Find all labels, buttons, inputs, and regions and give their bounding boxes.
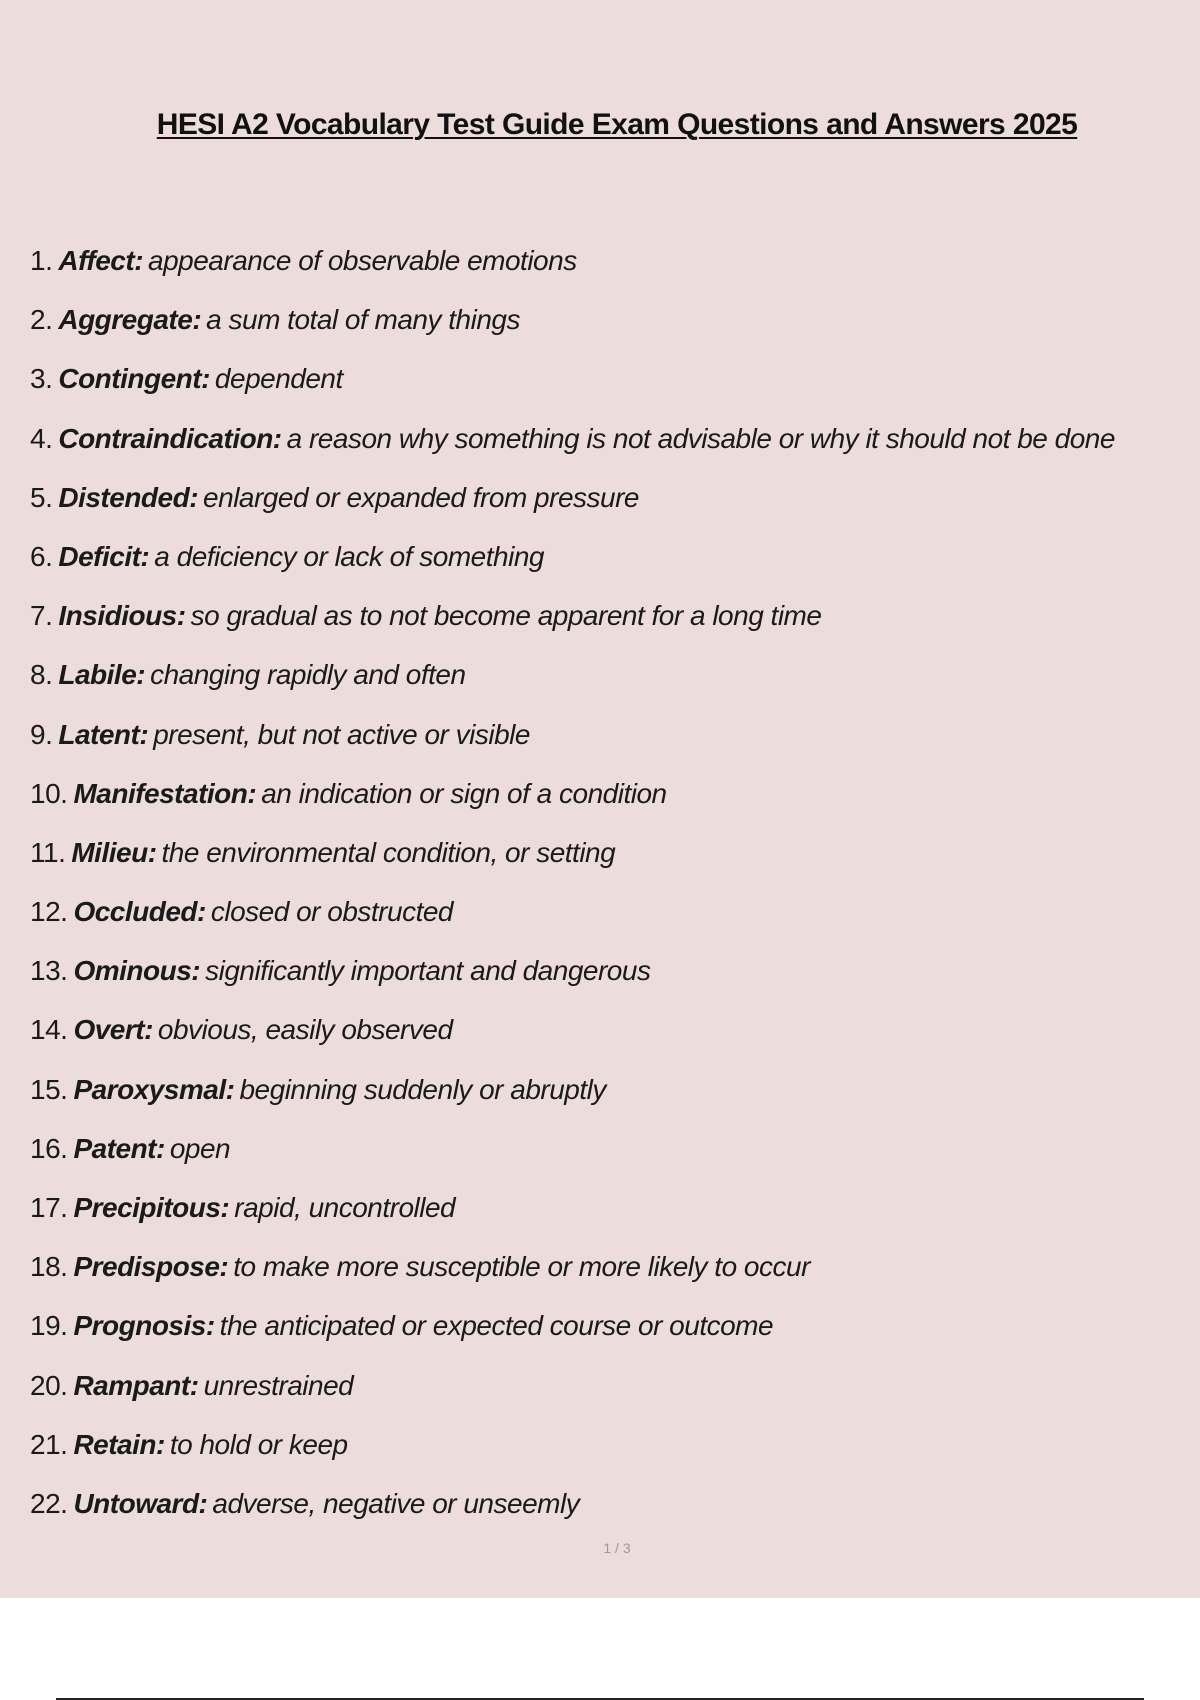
list-item — [30, 416, 1115, 475]
vocab-definition: adverse, negative or unseemly — [212, 1487, 580, 1519]
list-item — [30, 1481, 1115, 1540]
vocab-definition: rapid, uncontrolled — [234, 1192, 456, 1223]
item-number: 7. — [30, 600, 53, 632]
vocab-definition: the environmental condition, or setting — [161, 836, 616, 868]
vocab-term: Affect: — [58, 245, 144, 276]
list-item — [30, 1363, 1115, 1422]
item-number: 5. — [30, 481, 53, 513]
vocabulary-list — [30, 238, 1115, 1540]
vocab-definition: to make more susceptible or more likely to occur — [233, 1251, 810, 1283]
item-number: 13. — [30, 955, 68, 987]
item-number: 10. — [30, 777, 68, 809]
item-number: 21. — [30, 1428, 68, 1460]
vocab-term: Occluded: — [73, 896, 206, 928]
item-number: 3. — [30, 363, 53, 395]
list-item — [30, 830, 1115, 889]
vocab-term: Contraindication: — [58, 422, 282, 454]
item-number: 19. — [30, 1310, 68, 1342]
item-number: 16. — [30, 1132, 68, 1164]
list-item — [30, 534, 1115, 593]
list-item — [30, 1126, 1115, 1185]
item-number: 14. — [30, 1014, 68, 1046]
vocab-term: Latent: — [58, 718, 149, 750]
vocab-term: Rampant: — [73, 1369, 199, 1401]
list-item — [30, 948, 1115, 1007]
vocab-definition: an indication or sign of a condition — [261, 777, 667, 809]
vocab-definition: a deficiency or lack of something — [154, 540, 544, 572]
item-number: 15. — [30, 1073, 68, 1105]
vocab-term: Predispose: — [73, 1251, 229, 1283]
item-number: 8. — [30, 659, 53, 691]
vocab-term: Insidious: — [58, 600, 186, 632]
vocab-definition: the anticipated or expected course or outcome — [219, 1310, 774, 1342]
list-item — [30, 652, 1115, 711]
list-item — [30, 1067, 1115, 1126]
item-number: 20. — [30, 1369, 68, 1401]
item-number: 6. — [30, 540, 53, 572]
vocab-definition: a sum total of many things — [206, 304, 520, 336]
vocab-term: Paroxysmal: — [73, 1073, 235, 1105]
vocab-definition: appearance of observable emotions — [148, 245, 577, 276]
vocab-term: Prognosis: — [73, 1310, 215, 1342]
vocab-definition: significantly important and dangerous — [205, 955, 651, 987]
vocab-term: Aggregate: — [58, 304, 202, 336]
vocab-term: Patent: — [73, 1132, 165, 1164]
list-item — [30, 889, 1115, 948]
list-item — [30, 1185, 1115, 1244]
document-title: HESI A2 Vocabulary Test Guide Exam Questions and Answers 2025 — [156, 108, 1078, 141]
vocab-definition: changing rapidly and often — [150, 659, 466, 691]
list-item — [30, 593, 1115, 652]
list-item — [30, 1303, 1115, 1362]
vocab-definition: open — [169, 1132, 231, 1164]
item-number: 4. — [30, 422, 53, 454]
vocab-definition: present, but not active or visible — [153, 718, 530, 750]
vocab-definition: a reason why something is not advisable or why it should not be done — [286, 422, 1115, 454]
list-item — [30, 297, 1115, 356]
item-number: 12. — [30, 896, 68, 928]
item-number: 9. — [30, 718, 53, 750]
item-number: 2. — [30, 304, 53, 336]
item-number: 11. — [30, 836, 66, 868]
vocab-term: Deficit: — [58, 540, 150, 572]
item-number: 22. — [30, 1487, 68, 1519]
list-item — [30, 771, 1115, 830]
vocab-term: Ominous: — [73, 955, 201, 987]
vocab-term: Labile: — [58, 659, 146, 691]
vocab-definition: dependent — [214, 363, 343, 395]
vocab-definition: closed or obstructed — [210, 896, 453, 928]
list-item — [30, 475, 1115, 534]
list-item — [30, 1007, 1115, 1066]
list-item — [30, 712, 1115, 771]
vocab-term: Distended: — [58, 481, 199, 513]
vocab-term: Precipitous: — [73, 1192, 230, 1223]
page-indicator: 1 / 3 — [603, 1540, 631, 1556]
list-item — [30, 356, 1115, 415]
item-number: 18. — [30, 1251, 68, 1283]
list-item — [30, 1422, 1115, 1481]
list-item — [30, 1244, 1115, 1303]
item-number: 17. — [30, 1192, 68, 1223]
vocab-term: Manifestation: — [73, 777, 257, 809]
list-item — [30, 238, 1115, 297]
vocab-definition: unrestrained — [203, 1369, 354, 1401]
vocab-term: Milieu: — [71, 836, 157, 868]
vocab-definition: to hold or keep — [169, 1428, 348, 1460]
item-number: 1. — [30, 245, 53, 276]
vocab-definition: beginning suddenly or abruptly — [239, 1073, 606, 1105]
vocab-definition: enlarged or expanded from pressure — [203, 481, 639, 513]
vocab-definition: obvious, easily observed — [157, 1014, 453, 1046]
vocab-term: Untoward: — [73, 1487, 208, 1519]
vocab-term: Retain: — [73, 1428, 165, 1460]
vocab-term: Overt: — [73, 1014, 153, 1046]
vocab-definition: so gradual as to not become apparent for a long time — [190, 600, 822, 632]
vocab-term: Contingent: — [58, 363, 210, 395]
